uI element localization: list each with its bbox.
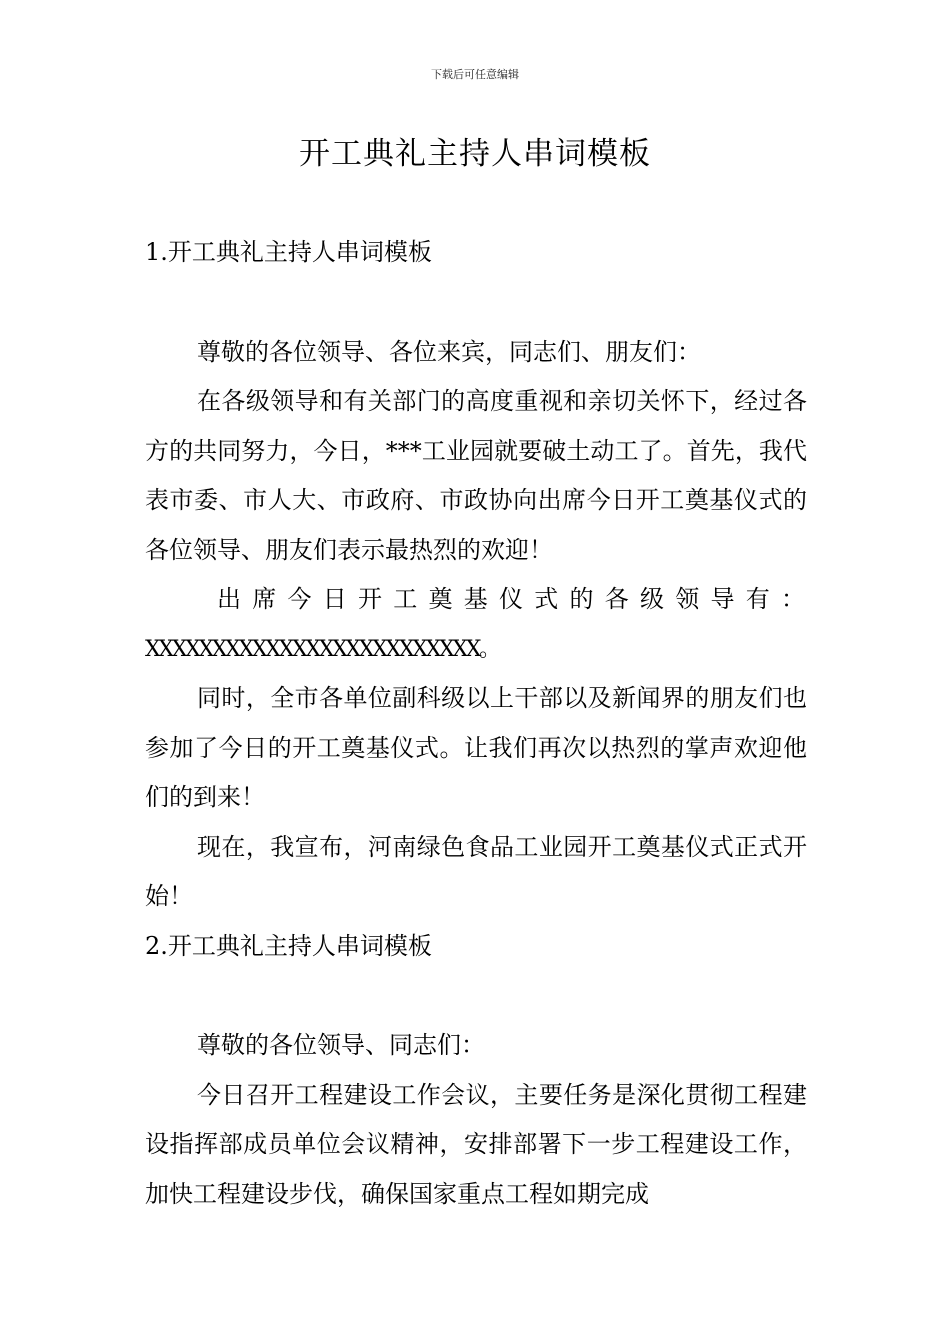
header-note: 下载后可任意编辑 bbox=[431, 68, 519, 81]
document-title: 开工典礼主持人串词模板 bbox=[299, 136, 651, 172]
document-body bbox=[145, 228, 807, 1219]
salutation-2: 尊敬的各位领导、同志们： bbox=[197, 1031, 485, 1059]
paragraph-2-1: 今日召开工程建设工作会议，主要任务是深化贯彻工程建设指挥部成员单位会议精神，安排部署下一步工程建设工作，加快工程建设步伐，确保国家重点工程如期完成 bbox=[145, 1080, 807, 1208]
paragraph-1-1: 在各级领导和有关部门的高度重视和亲切关怀下，经过各方的共同努力，今日，***工业园就要破土动工了。首先，我代表市委、市人大、市政府、市政协向出席今日开工奠基仪式的各位领导、朋友们表示最热烈的欢迎！ bbox=[145, 387, 807, 564]
paragraph-1-4: 现在，我宣布，河南绿色食品工业园开工奠基仪式正式开始！ bbox=[145, 832, 807, 910]
paragraph-1-3: 同时，全市各单位副科级以上干部以及新闻界的朋友们也参加了今日的开工奠基仪式。让我们再次以热烈的掌声欢迎他们的到来！ bbox=[145, 684, 807, 811]
salutation-1: 尊敬的各位领导、各位来宾，同志们、朋友们： bbox=[197, 337, 701, 366]
section-heading-1: 1.开工典礼主持人串词模板 bbox=[145, 238, 432, 266]
spacer bbox=[145, 278, 807, 328]
paragraph-1-2-line1: 出席今日开工奠基仪式的各级领导有： bbox=[217, 585, 807, 613]
section-heading-2: 2.开工典礼主持人串词模板 bbox=[145, 931, 432, 960]
paragraph-1-2-line2: XXXXXXXXXXXXXXXXXXXXXXXXX。 bbox=[145, 636, 499, 662]
spacer bbox=[145, 971, 807, 1021]
